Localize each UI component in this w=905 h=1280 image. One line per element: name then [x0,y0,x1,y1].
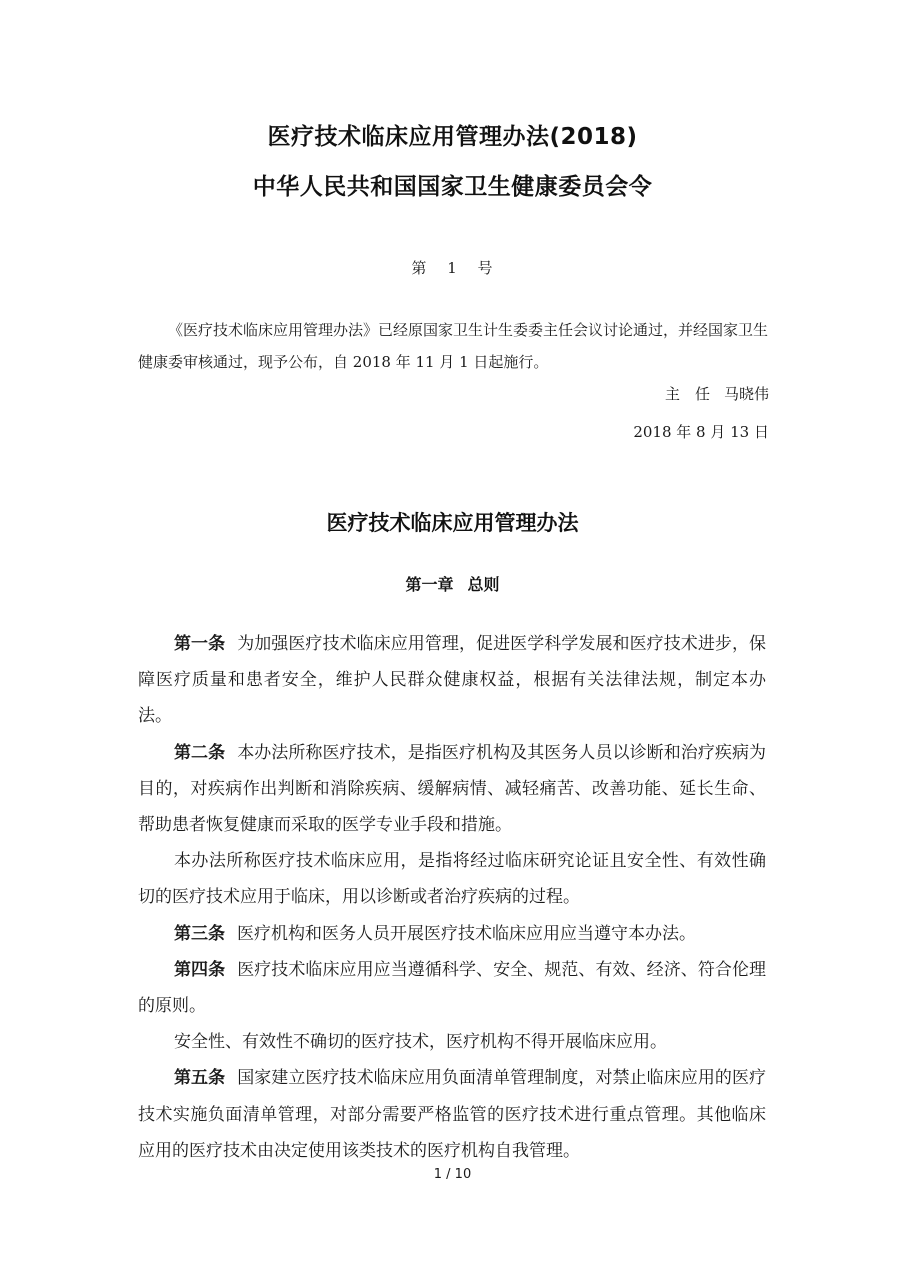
signer-name: 马晓伟 [723,385,769,403]
article-text: 医疗技术临床应用应当遵循科学、安全、规范、有效、经济、符合伦理的原则。 [138,959,767,1017]
article-text: 为加强医疗技术临床应用管理，促进医学科学发展和医疗技术进步，保障医疗质量和患者安全，维护人民群众健康权益，根据有关法律法规，制定本办法。 [138,634,767,727]
article-number: 第五条 [174,1068,226,1089]
promulgation-text: 《医疗技术临床应用管理办法》已经原国家卫生计生委委主任会议讨论通过，并经国家卫生健康委审核通过，现予公布，自 2018 年 11 月 1 日起施行。 [138,321,769,371]
order-number-prefix: 第 [411,259,428,277]
order-number [0,257,905,278]
paragraph-text: 安全性、有效性不确切的医疗技术，医疗机构不得开展临床应用。 [174,1032,667,1053]
article-text: 国家建立医疗技术临床应用负面清单管理制度，对禁止临床应用的医疗技术实施负面清单管理，对部分需要严格监管的医疗技术进行重点管理。其他临床应用的医疗技术由决定使用该类技术的医疗机构自我管理。 [138,1068,767,1161]
paragraph-text: 本办法所称医疗技术临床应用，是指将经过临床研究论证且安全性、有效性确切的医疗技术应用于临床，用以诊断或者治疗疾病的过程。 [138,851,766,908]
article-number: 第一条 [174,634,226,654]
article-number: 第二条 [174,742,226,763]
regulation-body [138,626,766,1169]
signer-title: 主 任 [664,385,710,403]
article-paragraph [138,952,766,1024]
article-text: 医疗机构和医务人员开展医疗技术临床应用应当遵守本办法。 [237,923,696,944]
chapter-heading [0,572,905,595]
chapter-label: 第一章 [405,575,454,594]
signer [651,383,769,404]
order-number-suffix: 号 [477,259,494,277]
document-heading-line2: 中华人民共和国国家卫生健康委员会令 [252,174,653,200]
article-text: 本办法所称医疗技术，是指医疗机构及其医务人员以诊断和治疗疾病为目的，对疾病作出判断和消除疾病、缓解病情、减轻痛苦、改善功能、延长生命、帮助患者恢复健康而采取的医学专业手段和措施。 [138,742,767,836]
chapter-title: 总则 [467,575,500,594]
article-paragraph [138,1060,766,1169]
paragraph [138,1024,766,1060]
article-paragraph [138,735,766,844]
regulation-title: 医疗技术临床应用管理办法 [326,511,579,535]
article-number: 第四条 [174,959,226,980]
article-paragraph [138,916,766,952]
paragraph [138,843,766,915]
article-number: 第三条 [174,923,225,944]
order-number-value: 1 [447,259,458,277]
signing-date: 2018 年 8 月 13 日 [633,423,769,441]
document-heading-line1: 医疗技术临床应用管理办法(2018) [267,124,638,150]
page-indicator: 1 / 10 [433,1167,472,1182]
article-paragraph [138,626,766,735]
